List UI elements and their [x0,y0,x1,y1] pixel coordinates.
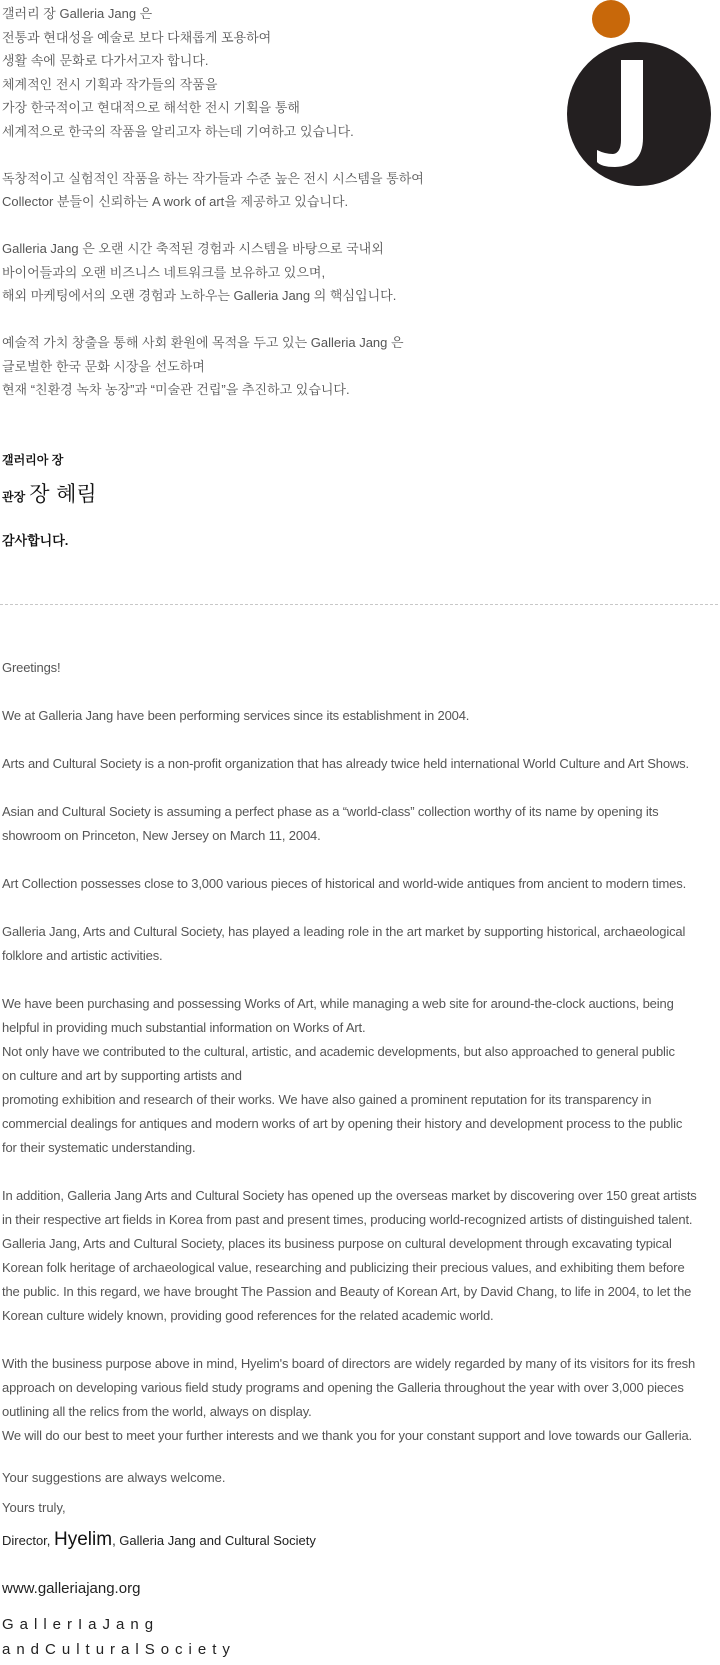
korean-text-line: 해외 마케팅에서의 오랜 경험과 노하우는 Galleria Jang 의 핵심입니다. [2,288,397,303]
english-text-line: In addition, Galleria Jang Arts and Cultural Society has opened up the overseas market by discovering over 150 great artists [2,1188,697,1203]
closing-welcome: Your suggestions are always welcome. [2,1470,226,1485]
website-link[interactable]: www.galleriajang.org [2,1580,141,1597]
korean-text-line: 갤러리 장 Galleria Jang 은 [2,6,153,21]
korean-text-line: 생활 속에 문화로 다가서고자 합니다. [2,53,209,68]
j-logo-icon [563,0,715,196]
english-text-line: Art Collection possesses close to 3,000 various pieces of historical and world-wide antiques from ancient to modern times. [2,876,687,891]
director-name: Hyelim [54,1529,113,1550]
korean-paragraph [2,331,542,402]
galleria-jang-logo [563,0,715,196]
korean-intro [2,2,542,425]
english-paragraph [2,1352,720,1448]
english-text-line: commercial dealings for antiques and modern works of art by opening their history and development process to the public [2,1116,683,1131]
korean-paragraph [2,237,542,308]
english-paragraph [2,656,720,680]
english-text-line: in their respective art fields in Korea from past and present times, producing world-recognized artists of distinguished talent. [2,1212,693,1227]
korean-text-line: Galleria Jang 은 오랜 시간 축적된 경험과 시스템을 바탕으로 국내외 [2,241,384,256]
korean-text-line: 글로벌한 한국 문화 시장을 선도하며 [2,358,205,374]
logo-dot [592,0,630,38]
english-text-line: for their systematic understanding. [2,1140,196,1155]
korean-text-line: 현재 “친환경 녹차 농장”과 “미술관 건립”을 추진하고 있습니다. [2,382,350,397]
korean-text-line: 가장 한국적이고 현대적으로 해석한 전시 기획을 통해 [2,100,300,115]
english-paragraph [2,800,720,848]
english-text-line: on culture and art by supporting artists and [2,1068,242,1083]
director-prefix: Director, [2,1533,55,1548]
english-text-line: Korean folk heritage of archaeological value, researching and publicizing their precious values, and exhibiting them before [2,1260,685,1275]
korean-text-line: 세계적으로 한국의 작품을 알리고자 하는데 기여하고 있습니다. [2,123,354,139]
english-text-line: Korean culture widely known, providing good references for the related academic world. [2,1308,494,1323]
english-text-line: We will do our best to meet your further interests and we thank you for your constant support and love towards our Galleria. [2,1428,693,1443]
korean-text-line: Collector 분들이 신뢰하는 A work of art을 제공하고 있습니다. [2,194,349,209]
signature-thanks: 감사합니다. [2,533,69,548]
korean-text-line: 바이어들과의 오랜 비즈니스 네트워크를 보유하고 있으며, [2,264,326,280]
english-text-line: showroom on Princeton, New Jersey on March 11, 2004. [2,828,321,843]
english-text-line: We have been purchasing and possessing Works of Art, while managing a web site for around-the-clock auctions, being [2,996,674,1011]
english-text-line: Galleria Jang, Arts and Cultural Society, has played a leading role in the art market by supporting historical, archaeological [2,924,686,939]
director-suffix: , Galleria Jang and Cultural Society [112,1533,316,1548]
korean-paragraph [2,167,542,214]
english-text-line: folklore and artistic activities. [2,948,163,963]
english-paragraph [2,752,720,776]
korean-text-line: 독창적이고 실험적인 작품을 하는 작가들과 수준 높은 전시 시스템을 통하여 [2,170,424,186]
english-text-line: Arts and Cultural Society is a non-profit organization that has already twice held international World Culture and Art Shows. [2,756,689,771]
korean-paragraph [2,2,542,143]
english-text-line: We at Galleria Jang have been performing services since its establishment in 2004. [2,708,470,723]
korean-text-line: 체계적인 전시 기획과 작가들의 작품을 [2,76,218,92]
closing-director [2,1529,316,1551]
english-paragraph [2,1184,720,1328]
brand-line-2: andCulturalSociety [2,1641,236,1658]
signature-org: 갤러리아 장 [2,453,64,467]
signature-name: 장 혜림 [29,482,97,506]
korean-text-line: 전통과 현대성을 예술로 보다 다채롭게 포용하여 [2,29,272,45]
section-divider [0,604,718,605]
english-text-line: Not only have we contributed to the cultural, artistic, and academic developments, but also approached to general public [2,1044,675,1059]
english-text-line: promoting exhibition and research of their works. We have also gained a prominent reputation for its transparency in [2,1092,652,1107]
signature-title-line [2,478,97,508]
english-text-line: Galleria Jang, Arts and Cultural Society, places its business purpose on cultural development through excavating typical [2,1236,672,1251]
english-paragraph [2,920,720,968]
english-text-line: approach on developing various field study programs and opening the Galleria throughout the year with over 3,000 pieces [2,1380,684,1395]
english-text-line: the public. In this regard, we have brought The Passion and Beauty of Korean Art, by David Chang, to life in 2004, to let the [2,1284,692,1299]
english-paragraph [2,872,720,896]
brand-line-1: GallerIaJang [2,1616,160,1633]
english-text-line: With the business purpose above in mind, Hyelim's board of directors are widely regarded by many of its visitors for its fresh [2,1356,696,1371]
english-intro [2,656,720,1472]
signature-title: 관장 [2,490,26,504]
korean-text-line: 예술적 가치 창출을 통해 사회 환원에 목적을 두고 있는 Galleria Jang 은 [2,335,404,350]
english-paragraph [2,704,720,728]
closing-yours: Yours truly, [2,1500,66,1515]
english-text-line: helpful in providing much substantial information on Works of Art. [2,1020,366,1035]
english-paragraph [2,992,720,1160]
english-text-line: Asian and Cultural Society is assuming a perfect phase as a “world-class” collection worthy of its name by opening its [2,804,659,819]
english-text-line: outlining all the relics from the world, always on display. [2,1404,312,1419]
english-text-line: Greetings! [2,660,61,675]
